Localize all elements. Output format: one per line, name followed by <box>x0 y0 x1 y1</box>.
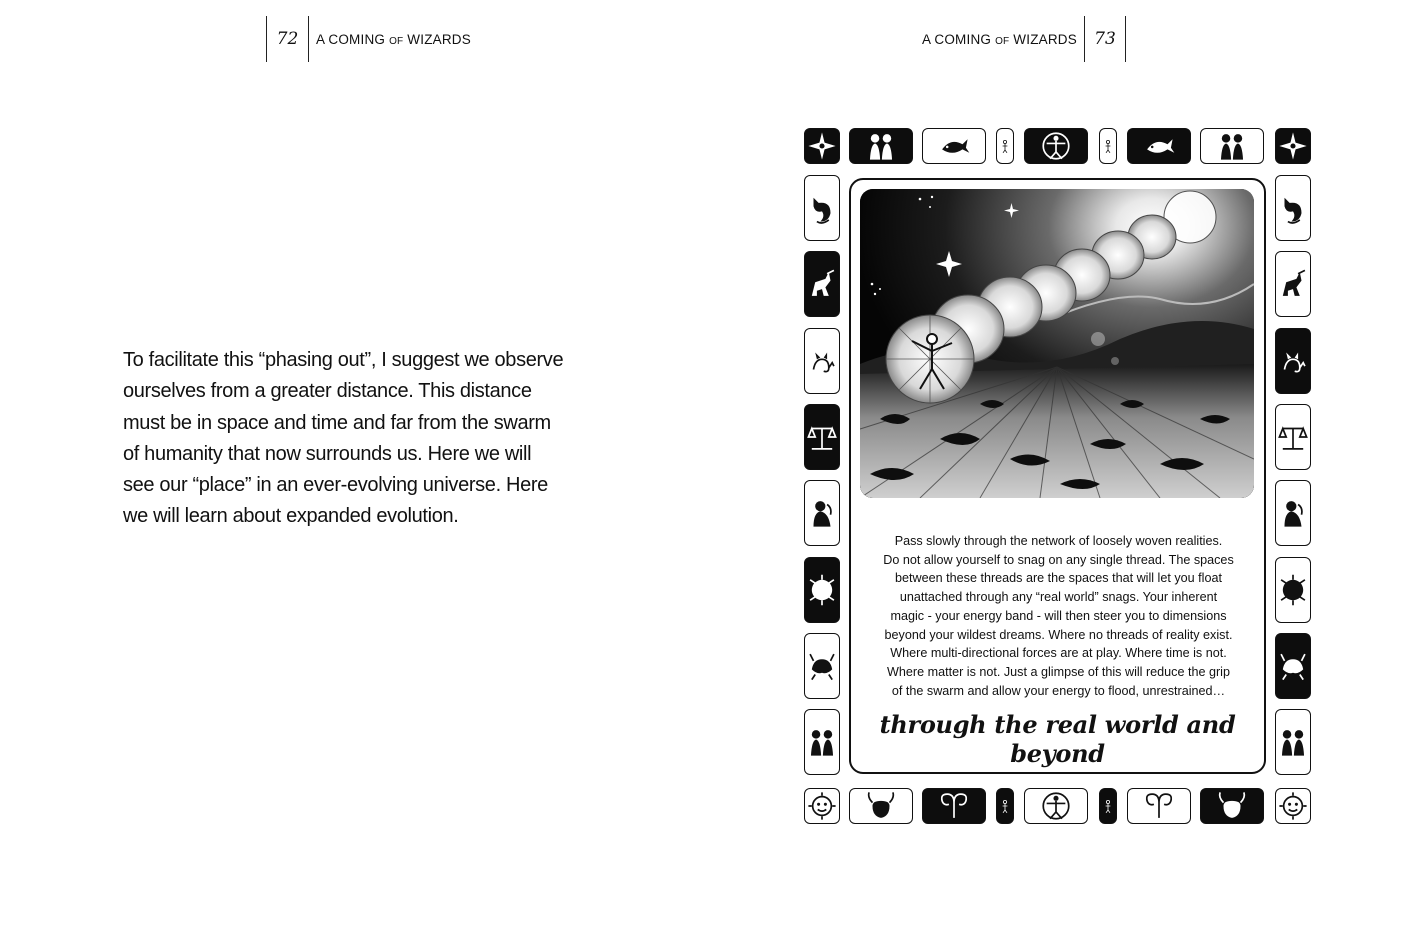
virgo-tile-icon <box>804 480 840 546</box>
taurus-tile-icon <box>1200 788 1264 824</box>
book-title-part: WIZARDS <box>403 31 471 47</box>
small-figure-tile-icon <box>996 128 1014 164</box>
small-figure-tile-icon <box>996 788 1014 824</box>
star-tile-icon <box>1275 128 1311 164</box>
passage-line: beyond your wildest dreams. Where no threads of reality exist. <box>884 627 1233 642</box>
libra-tile-icon <box>804 404 840 470</box>
paragraph-line: must be in space and time and far from the swarm <box>123 411 551 434</box>
passage-line: Where matter is not. Just a glimpse of this will reduce the grip <box>887 664 1230 679</box>
paragraph-line: To facilitate this “phasing out”, I suggest we observe <box>123 349 564 371</box>
libra-tile-icon <box>1275 404 1311 470</box>
left-body-paragraph <box>123 345 568 533</box>
scorpio-tile-icon <box>1275 328 1311 394</box>
passage-line: of the swarm and allow your energy to flood, unrestrained… <box>891 683 1226 698</box>
sagittarius-tile-icon <box>1275 251 1311 317</box>
book-title-part: WIZARDS <box>1009 31 1077 47</box>
passage-line: magic - your energy band - will then steer you to dimensions <box>890 608 1227 623</box>
gemini-tile-icon <box>1200 128 1264 164</box>
star-tile-icon <box>804 128 840 164</box>
paragraph-line: we will learn about expanded evolution. <box>123 505 459 528</box>
capricorn-tile-icon <box>1275 175 1311 241</box>
head-rule <box>1125 16 1126 62</box>
right-running-head <box>915 16 1126 62</box>
passage-line: Pass slowly through the network of loosely woven realities. <box>894 534 1223 548</box>
meditation-passage <box>868 532 1249 700</box>
page-number-right: 73 <box>1094 29 1116 49</box>
cancer-tile-icon <box>804 633 840 699</box>
vitruvian-man-tile-icon <box>1024 788 1088 824</box>
paragraph-line: of humanity that now surrounds us. Here we will <box>123 442 532 465</box>
panel-tagline: through the real world and beyond <box>879 710 1236 768</box>
book-title-small-caps: OF <box>389 35 404 47</box>
book-title-right <box>915 32 1084 47</box>
scorpio-tile-icon <box>804 328 840 394</box>
taurus-tile-icon <box>849 788 913 824</box>
virgo-tile-icon <box>1275 480 1311 546</box>
book-title-small-caps: OF <box>995 35 1010 47</box>
pisces-tile-icon <box>922 128 986 164</box>
gemini-tile-icon <box>1275 709 1311 775</box>
aries-tile-icon <box>1127 788 1191 824</box>
passage-line: between these threads are the spaces that will let you float <box>895 571 1222 586</box>
capricorn-tile-icon <box>804 175 840 241</box>
leo-tile-icon <box>804 557 840 623</box>
aries-tile-icon <box>922 788 986 824</box>
book-title-part: A COMING <box>922 31 996 47</box>
book-title-part: A COMING <box>316 31 390 47</box>
paragraph-line: ourselves from a greater distance. This distance <box>123 380 532 403</box>
leo-tile-icon <box>1275 557 1311 623</box>
left-running-head <box>266 16 478 62</box>
cosmic-illustration <box>860 189 1254 498</box>
vitruvian-man-tile-icon <box>1024 128 1088 164</box>
small-figure-tile-icon <box>1099 788 1117 824</box>
small-figure-tile-icon <box>1099 128 1117 164</box>
pisces-tile-icon <box>1127 128 1191 164</box>
gemini-tile-icon <box>804 709 840 775</box>
sun-face-tile-icon <box>804 788 840 824</box>
passage-line: Do not allow yourself to snag on any single thread. The spaces <box>883 552 1234 567</box>
cancer-tile-icon <box>1275 633 1311 699</box>
sagittarius-tile-icon <box>804 251 840 317</box>
paragraph-line: see our “place” in an ever-evolving universe. Here <box>123 474 548 497</box>
book-title-left <box>309 32 478 47</box>
gemini-tile-icon <box>849 128 913 164</box>
passage-line: Where multi-directional forces are at play. Where time is not. <box>890 646 1227 661</box>
passage-line: unattached through any “real world” snags. Your inherent <box>899 590 1218 605</box>
sun-face-tile-icon <box>1275 788 1311 824</box>
page-number-left: 72 <box>276 29 299 49</box>
